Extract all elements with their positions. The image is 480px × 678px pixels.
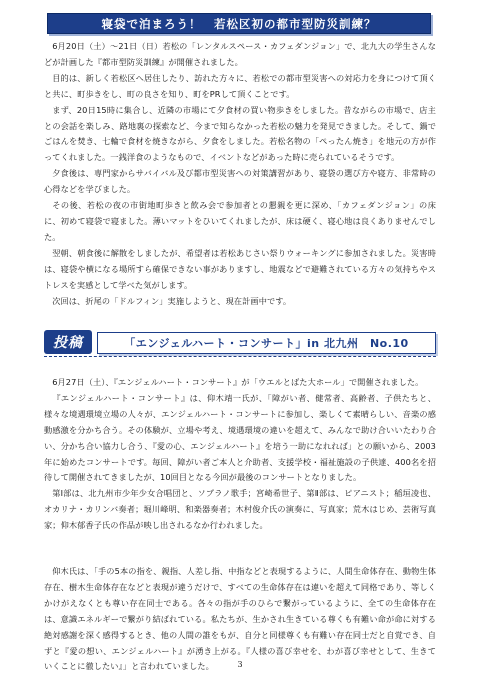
paragraph: 『エンジェルハート・コンサート』は、仰木靖一氏が、「障がい者、健常者、高齢者、子供たちと、様々な境遇環境立場の人々が、エンジェルハート・コンサートに参加し、楽しくて素晴らしい、音楽の感動感激を分かち合う。その体験が、立場や考え、境遇環境の違いを超えて、みんなで助け合いいたわり合い、分かち合い協力し合う、『愛の心、エンジェルハート』を培う一助になれれば」との願いから、2003年に始めたコンサートです。毎回、障がい者ご本人と介助者、支援学校・福祉施設の子供達、400名を招待して開催されてきましたが、10回目となる今回が最後のコンサートとなりました。 <box>44 392 436 483</box>
paragraph: 目的は、新しく若松区へ居住したり、訪れた方々に、若松での都市型災害への対応力を身につけて頂くと共に、町歩きをし、町の良さを知り、町をPRして頂くことです。 <box>44 72 436 99</box>
page-number: 3 <box>237 660 243 669</box>
paragraph: 6月20日（土）〜21日（日）若松の「レンタルスペース・カフェダンジョン」で、北九大の学生さんなどが計画した『都市型防災訓練』が開催されました。 <box>44 41 436 67</box>
section1-heading-banner <box>47 13 431 34</box>
heading-divider <box>44 356 436 358</box>
section1-body <box>44 39 436 309</box>
paragraph: 6月27日（土）、『エンジェルハート・コンサート』が「ウエルとばた大ホール」で開催されました。 <box>52 377 424 387</box>
paragraph: その後、若松の夜の市街地町歩きと飲み会で参加者との懇親を更に深め、「カフェダンジョン」の床に、初めて寝袋で寝ました。薄いマットをひいてくれましたが、床は硬く、寝心地は良くありませんでした。 <box>44 200 436 242</box>
paragraph: まず、20日15時に集合し、近隣の市場にて夕食材の買い物歩きをしました。昔ながらの市場で、店主との会話を楽しみ、路地裏の探索など、今まで知らなかった若松の魅力を発見できました。そして、鍋でごはんを焚き、七輪で食材を焼きながら、夕食をしました。若松名物の「ぺったん焼き」を地元の方が作ってくれました。一銭洋食のようなもので、イベントなどがあった時に売られているそうです。 <box>44 104 436 163</box>
section1-heading: 寝袋で泊まろう！ 若松区初の都市型防災訓練？ <box>101 16 377 31</box>
section2-body <box>44 375 436 534</box>
contribution-badge: 投稿 <box>44 330 92 354</box>
section2-heading <box>44 330 436 356</box>
section2-title-box <box>97 332 436 354</box>
paragraph: 次回は、折尾の「ドルフィン」実施しようと、現在計画中です。 <box>52 295 292 306</box>
section2-title: 「エンジェルハート・コンサート」in 北九州 No.10 <box>124 337 409 350</box>
paragraph: 翌朝、朝食後に解散をしましたが、希望者は若松あじさい祭りウォーキングに参加されました。災害時は、寝袋や横になる場所すら確保できない事がありますし、地震などで避難されている方々の気持ちやストレスを実感として学べた気がします。 <box>44 247 436 290</box>
section3-body <box>44 564 436 675</box>
paragraph: 仰木氏は、「手の5本の指を、親指、人差し指、中指などと表現するように、人間生命体存在、動物生体存在、樹木生命体存在などと表現が違うだけで、すべての生命体存在は違いを超えて同格であり、等しくかけがえなくとも尊い存在同士である。各々の指が手のひらで繋がっているように、全ての生命体存在は、意識エネルギーで繋がり結ばれている。私たちが、生かされ生きている尊くも有難い命が命に対する絶対感謝を深く感得するとき、他の人間の誰をもが、自分と同様尊くも有難い存在同士だと自覚でき、自ずと『愛の想い、エンジェルハート』が湧き上がる。『人様の喜び幸せを、わが喜び幸せとして、生きていくことに徹したい』」と言われていました。 <box>44 566 436 672</box>
paragraph: 夕食後は、専門家からサバイバル及び都市型災害への対策講習があり、寝袋の選び方や寝方、非常時の心得などを学びました。 <box>44 168 436 195</box>
paragraph: 第Ⅰ部は、北九州市少年少女合唱団と、ソプラノ歌手；宮崎希世子、第Ⅱ部は、ピアニスト；稲垣凌也、オカリナ・カリンバ奏者；堀川峰明、和楽器奏者；木村俊介氏の演奏に、写真家；荒木はじめ、芸術写真家；仰木郁香子氏の作品が映し出されるなか行われました。 <box>44 488 436 531</box>
